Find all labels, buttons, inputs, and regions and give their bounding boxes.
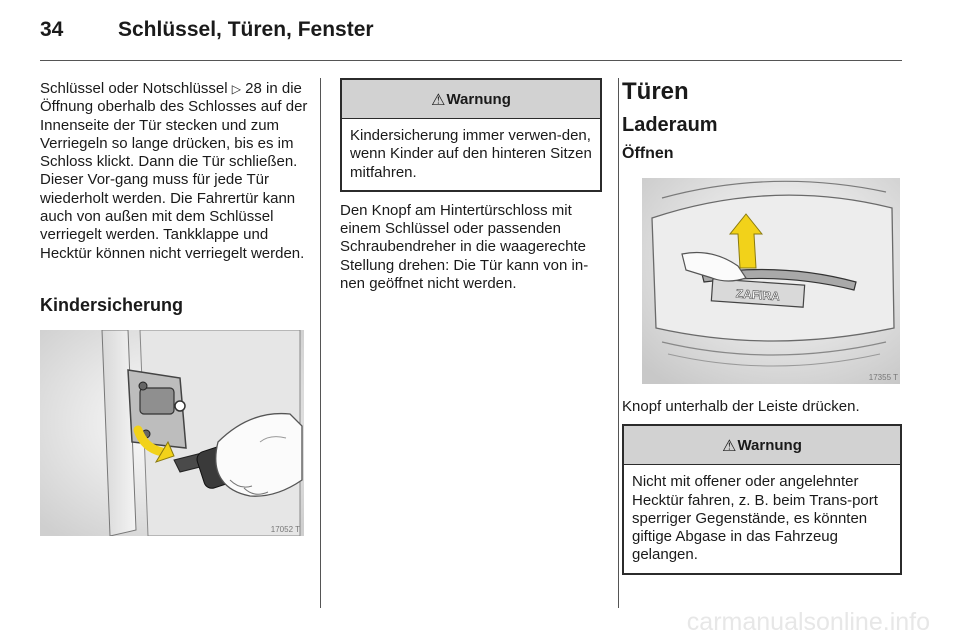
column-3 [622,78,902,163]
intro-paragraph [40,80,308,263]
warning-box-child-lock [340,78,602,192]
intro-paragraph-text-a: Schlüssel oder Notschlüssel [40,80,232,97]
heading-tueren: Türen [622,78,689,105]
intro-paragraph-text-b: 28 in die Öffnung oberhalb des Schlosses auf der Innenseite der Tür stecken und zum Verriegeln so lange drücken, bis es im Schloss klickt. Dann die Tür schließen. Dieser Vor-gang muss für jede Tür wiederholt werden. Die Fahrertür kann auch von außen mit dem Schlüssel verriegelt werden. Tankklappe und Hecktür können nicht verriegelt werden. [40,80,308,262]
figure-plate-text: ZAFIRA [735,286,781,304]
heading-kindersicherung: Kindersicherung [40,294,184,315]
page-ref-arrow-icon: ▷ [231,82,241,96]
warning-header-2 [624,426,900,465]
column-2 [340,78,602,293]
warning-header [342,80,600,119]
child-lock-paragraph: Den Knopf am Hintertürschloss mit einem Schlüssel oder passenden Schraubendreher in die waagerechte Stellung drehen: Die Tür kann von in-nen geöffnet nicht werden. [340,201,589,293]
child-lock-illustration [40,330,304,536]
page-title: Schlüssel, Türen, Fenster [118,18,374,41]
heading-laderaum: Laderaum [622,114,718,136]
heading-oeffnen: Öffnen [622,145,674,162]
tailgate-caption: Knopf unterhalb der Leiste drücken. [622,398,860,415]
header-rule [40,60,902,61]
column-divider-1 [320,78,321,608]
column-3-lower [622,398,902,575]
column-1 [40,80,308,316]
figure-code-17355: 17355 T [868,373,898,382]
figure-tailgate [642,178,900,384]
warning-title-2: Warnung [737,436,802,454]
column-divider-2 [618,78,619,608]
figure-code-17052: 17052 T [270,525,300,534]
warning-triangle-icon-2: ⚠ [722,435,737,455]
figure-child-lock [40,330,304,536]
warning-triangle-icon: ⚠ [431,89,446,109]
warning-title: Warnung [446,90,511,108]
warning-text: Kindersicherung immer verwen-den, wenn Kinder auf den hinteren Sitzen mitfahren. [350,127,592,181]
watermark: carmanualsonline.info [686,608,930,636]
page-number: 34 [40,18,64,41]
warning-box-tailgate [622,424,902,574]
page-header [0,0,960,60]
warning-text-2: Nicht mit offener oder angelehnter Hecktür fahren, z. B. beim Trans-port sperriger Gegenstände, es könnten giftige Abgase in das Fahrzeug gelangen. [632,473,878,564]
tailgate-illustration [642,178,900,384]
